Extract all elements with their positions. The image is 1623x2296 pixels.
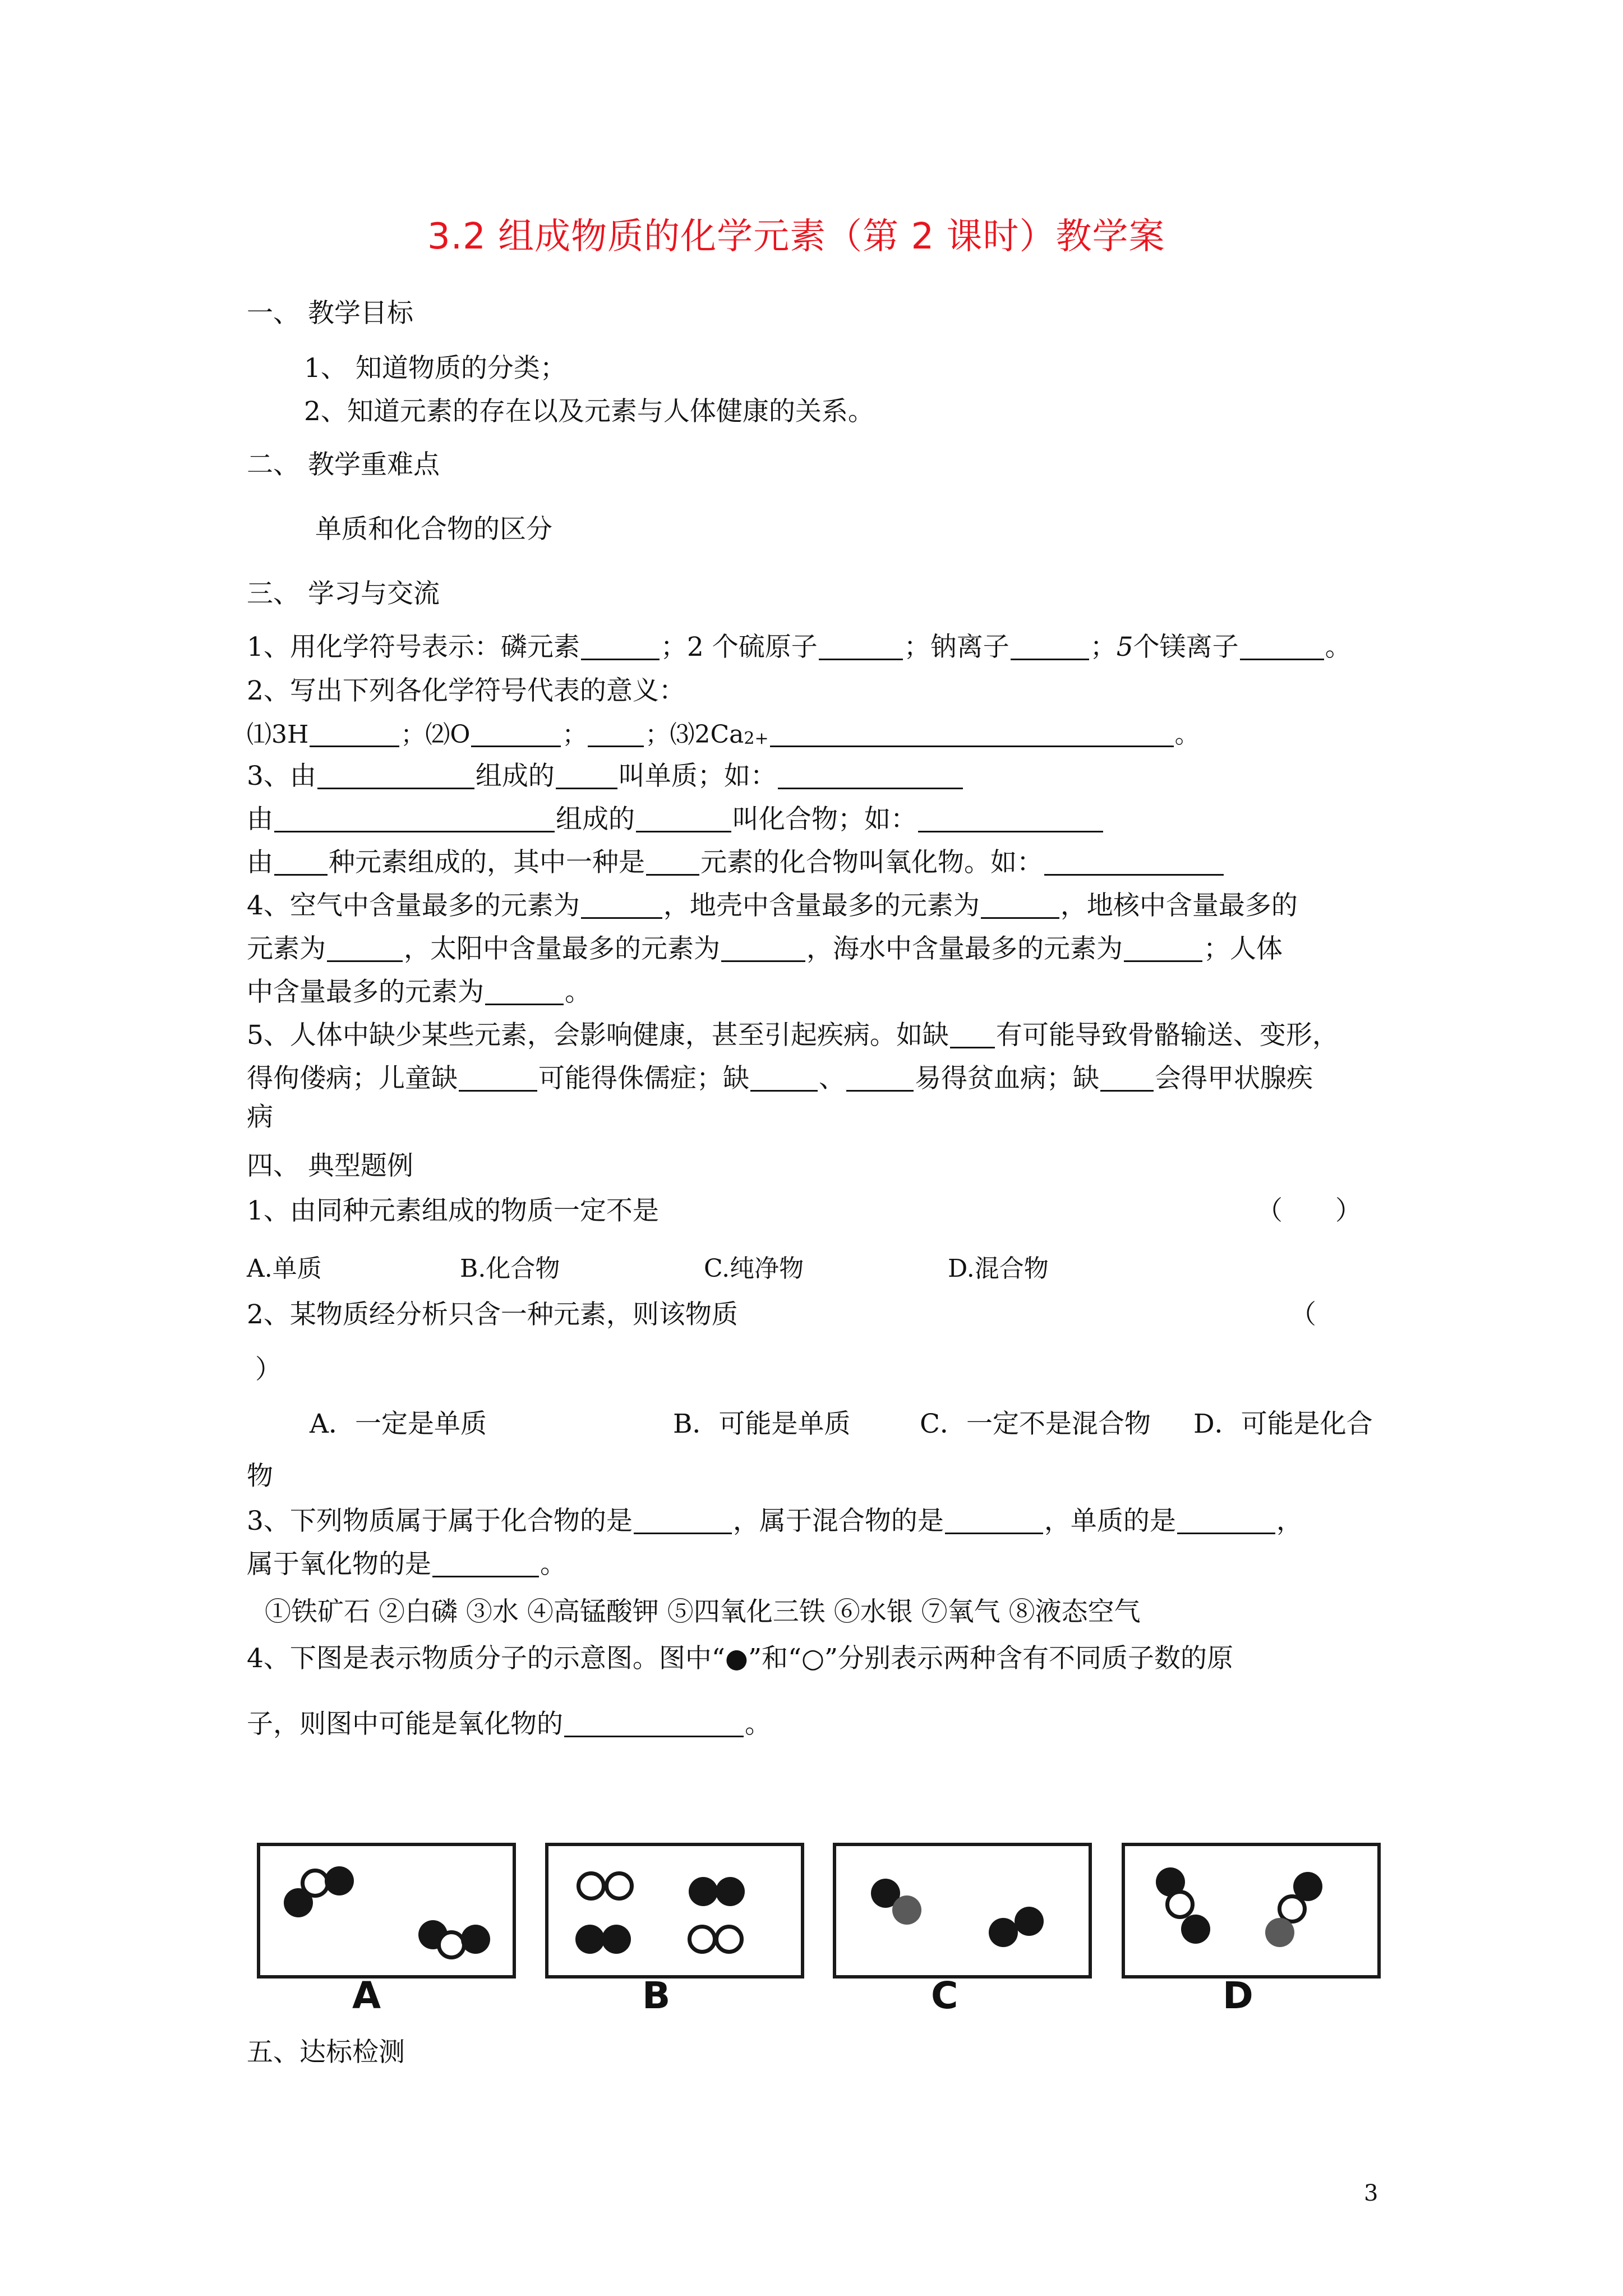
study-question-2-parts: ⑴3H ；⑵O ； ；⑶2Ca 2+ 。 (247, 720, 1200, 749)
black-atom (1181, 1915, 1210, 1944)
example-question-3-line-2: 属于氧化物的是 。 (247, 1549, 566, 1580)
diagram-label-a: A (352, 1974, 381, 2017)
answer-blank[interactable] (636, 806, 731, 832)
answer-blank[interactable] (310, 721, 399, 747)
answer-blank[interactable] (646, 849, 699, 876)
answer-blank[interactable] (778, 763, 963, 789)
section-heading-examples: 四、 典型题例 (247, 1151, 413, 1181)
black-atom (989, 1918, 1018, 1947)
study-question-4-line-3: 中含量最多的元素为 。 (247, 977, 591, 1007)
grey-atom (892, 1895, 921, 1925)
answer-blank[interactable] (634, 1508, 732, 1534)
white-atom (714, 1925, 744, 1954)
option-c[interactable]: C．一定不是混合物 (920, 1409, 1151, 1439)
black-atom (716, 1877, 745, 1906)
example-question-4-line-2: 子，则图中可能是氧化物的 。 (247, 1709, 771, 1740)
answer-blank[interactable] (770, 721, 1174, 747)
white-atom (577, 1871, 606, 1901)
option-a[interactable]: A．一定是单质 (310, 1409, 487, 1439)
answer-bracket-left[interactable]: （ (1290, 1299, 1316, 1330)
diagram-label-d: D (1223, 1974, 1253, 2017)
white-atom (1165, 1890, 1195, 1919)
section-heading-assessment: 五、达标检测 (247, 2037, 405, 2068)
study-question-4-line-2: 元素为 ，太阳中含量最多的元素为 ，海水中含量最多的元素为 ；人体 (247, 933, 1283, 964)
grey-atom (1265, 1918, 1294, 1947)
answer-blank[interactable] (274, 806, 555, 832)
example-question-1: 1、由同种元素组成的物质一定不是 (247, 1195, 659, 1226)
answer-blank[interactable] (327, 936, 403, 962)
option-a[interactable]: A.单质 (247, 1254, 322, 1283)
objective-item: 1、 知道物质的分类； (304, 353, 566, 384)
section-heading-objectives: 一、 教学目标 (247, 298, 413, 329)
example-question-3-line-1: 3、下列物质属于属于化合物的是 ，属于混合物的是 ，单质的是 ， (247, 1506, 1303, 1536)
answer-blank[interactable] (1044, 849, 1224, 876)
study-question-5-line-2: 得佝偻病；儿童缺 可能得侏儒症；缺 、 易得贫血病；缺 会得甲状腺疾 (247, 1063, 1313, 1094)
study-question-3-line-1: 3、由 组成的 叫单质；如： (247, 763, 964, 789)
molecule-box-b (545, 1843, 804, 1978)
answer-blank[interactable] (721, 936, 805, 962)
answer-blank[interactable] (459, 1065, 537, 1092)
answer-blank[interactable] (945, 1508, 1043, 1534)
key-point-text: 单质和化合物的区分 (315, 514, 552, 545)
black-atom (575, 1925, 605, 1954)
answer-blank[interactable] (581, 634, 660, 660)
black-atom (1015, 1907, 1044, 1936)
answer-blank[interactable] (317, 763, 474, 789)
page-title: 3.2 组成物质的化学元素（第 2 课时）教学案 (427, 216, 1165, 257)
answer-blank[interactable] (1177, 1508, 1275, 1534)
study-question-3-line-3: 由 种元素组成的，其中一种是 元素的化合物叫氧化物。如： (247, 849, 1225, 876)
answer-blank[interactable] (581, 892, 662, 919)
molecule-box-c (833, 1843, 1092, 1978)
black-atom (284, 1888, 313, 1917)
answer-blank[interactable] (981, 892, 1059, 919)
answer-blank[interactable] (1011, 634, 1089, 660)
white-atom (605, 1871, 634, 1901)
answer-blank[interactable] (819, 634, 903, 660)
diagram-label-c: C (931, 1974, 958, 2017)
option-c[interactable]: C.纯净物 (704, 1254, 804, 1283)
section-heading-study: 三、 学习与交流 (247, 578, 440, 609)
answer-blank[interactable] (432, 1551, 539, 1577)
black-atom (602, 1925, 631, 1954)
answer-blank[interactable] (1124, 936, 1202, 962)
answer-blank[interactable] (750, 1065, 818, 1092)
answer-bracket[interactable]: （ ） (1256, 1195, 1362, 1226)
black-atom (325, 1866, 354, 1895)
answer-blank[interactable] (556, 763, 617, 789)
answer-bracket-right[interactable]: ） (255, 1354, 282, 1385)
study-question-1: 1、用化学符号表示：磷元素 ；2 个硫原子 ；钠离子 ； 5 个镁离子 。 (247, 632, 1352, 662)
example-question-4-line-1: 4、下图是表示物质分子的示意图。图中“●”和“○”分别表示两种含有不同质子数的原 (247, 1643, 1234, 1674)
study-question-2: 2、写出下列各化学符号代表的意义： (247, 675, 685, 706)
study-question-3-line-2: 由 组成的 叫化合物；如： (247, 806, 1104, 832)
example-question-2: 2、某物质经分析只含一种元素，则该物质 (247, 1299, 738, 1330)
section-heading-key-points: 二、 教学重难点 (247, 449, 440, 480)
black-atom (689, 1877, 718, 1906)
molecule-box-a (257, 1843, 516, 1978)
option-b[interactable]: B.化合物 (460, 1254, 560, 1283)
page-number: 3 (1364, 2180, 1378, 2206)
option-d-wrap: 物 (247, 1461, 273, 1492)
option-b[interactable]: B．可能是单质 (673, 1409, 851, 1439)
molecule-box-d (1122, 1843, 1381, 1978)
answer-blank[interactable] (1240, 634, 1324, 660)
answer-blank[interactable] (918, 806, 1103, 832)
answer-blank[interactable] (485, 979, 564, 1005)
answer-blank[interactable] (950, 1022, 995, 1048)
study-question-5-line-1: 5、人体中缺少某些元素，会影响健康，甚至引起疾病。如缺 有可能导致骨骼输送、变形， (247, 1020, 1339, 1051)
white-atom (688, 1925, 717, 1954)
answer-blank[interactable] (471, 721, 561, 747)
answer-blank[interactable] (846, 1065, 914, 1092)
study-question-4-line-1: 4、空气中含量最多的元素为 ，地壳中含量最多的元素为 ，地核中含量最多的 (247, 890, 1298, 921)
answer-blank[interactable] (274, 849, 328, 876)
diagram-label-b: B (642, 1974, 671, 2017)
answer-blank[interactable] (588, 721, 644, 747)
study-question-5-line-3: 病 (247, 1102, 273, 1133)
black-atom (461, 1925, 490, 1954)
substance-list: ①铁矿石 ②白磷 ③水 ④高锰酸钾 ⑤四氧化三铁 ⑥水银 ⑦氧气 ⑧液态空气 (265, 1596, 1141, 1627)
answer-blank[interactable] (1100, 1065, 1154, 1092)
objective-item: 2、知道元素的存在以及元素与人体健康的关系。 (304, 396, 874, 427)
option-d[interactable]: D．可能是化合 (1193, 1409, 1373, 1439)
answer-blank[interactable] (564, 1711, 744, 1737)
option-d[interactable]: D.混合物 (948, 1254, 1049, 1283)
